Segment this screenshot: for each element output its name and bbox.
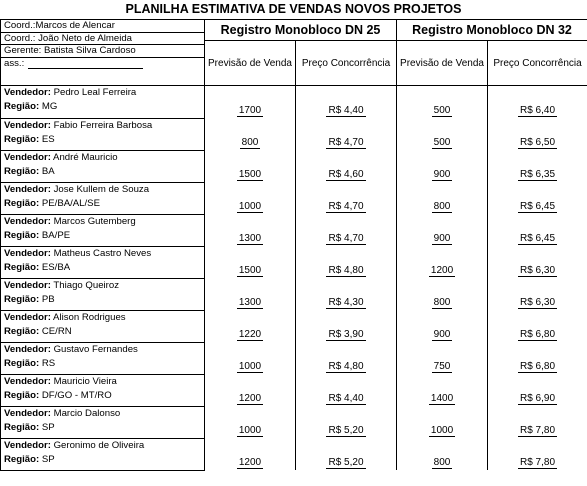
preco-dn25-value: R$ 5,20 bbox=[328, 425, 364, 436]
previsao-dn32-value: 500 bbox=[433, 137, 451, 148]
seller-cell bbox=[1, 278, 205, 310]
coordinators-cell bbox=[1, 20, 205, 86]
table-row bbox=[1, 182, 587, 214]
vendedor-name: Pedro Leal Ferreira bbox=[50, 87, 137, 98]
previsao-dn25 bbox=[205, 118, 296, 150]
seller-cell bbox=[1, 374, 205, 406]
table-row bbox=[1, 374, 587, 406]
previsao-dn25-value: 1500 bbox=[238, 169, 262, 180]
regiao-label: Região: bbox=[4, 165, 40, 177]
regiao-value: ES/BA bbox=[39, 261, 71, 273]
previsao-dn32 bbox=[397, 86, 488, 119]
previsao-dn32-value: 800 bbox=[433, 297, 451, 308]
vendedor-label: Vendedor: bbox=[4, 279, 51, 291]
coord2-text: Coord.: João Neto de Almeida bbox=[1, 33, 204, 46]
preco-dn25 bbox=[296, 182, 397, 214]
seller-cell bbox=[1, 342, 205, 374]
regiao-value: BA bbox=[39, 165, 55, 177]
preco-dn25-value: R$ 4,80 bbox=[328, 265, 364, 276]
preco-dn25-value: R$ 4,70 bbox=[328, 233, 364, 244]
previsao-dn25 bbox=[205, 406, 296, 438]
preco-dn25-value: R$ 4,40 bbox=[328, 393, 364, 404]
preco-dn25 bbox=[296, 150, 397, 182]
seller-cell bbox=[1, 246, 205, 278]
previsao-dn25-value: 1000 bbox=[238, 425, 262, 436]
regiao-label: Região: bbox=[4, 101, 40, 112]
previsao-dn25 bbox=[205, 150, 296, 182]
preco-dn25 bbox=[296, 342, 397, 374]
previsao-dn32 bbox=[397, 310, 488, 342]
previsao-dn32 bbox=[397, 246, 488, 278]
previsao-dn25-value: 1200 bbox=[238, 457, 262, 468]
preco-dn32-value: R$ 6,80 bbox=[520, 329, 556, 340]
vendedor-label: Vendedor: bbox=[4, 375, 51, 387]
previsao-dn25 bbox=[205, 278, 296, 310]
table-row bbox=[1, 342, 587, 374]
ass-label: ass.: bbox=[4, 57, 25, 69]
vendedor-name: Matheus Castro Neves bbox=[50, 247, 152, 259]
preco-dn25-value: R$ 3,90 bbox=[328, 329, 364, 340]
table-row bbox=[1, 406, 587, 438]
signature-line bbox=[1, 58, 204, 70]
preco-dn32-value: R$ 6,90 bbox=[520, 393, 556, 404]
vendedor-label: Vendedor: bbox=[4, 407, 51, 419]
preco-dn25-value: R$ 4,70 bbox=[328, 137, 364, 148]
previsao-dn32-value: 800 bbox=[433, 457, 451, 468]
vendedor-name: André Mauricio bbox=[50, 151, 118, 163]
regiao-label: Região: bbox=[4, 453, 40, 465]
regiao-value: CE/RN bbox=[39, 325, 72, 337]
regiao-value: ES bbox=[39, 133, 55, 145]
vendedor-label: Vendedor: bbox=[4, 343, 51, 355]
seller-cell bbox=[1, 182, 205, 214]
preco-dn25 bbox=[296, 374, 397, 406]
previsao-dn32-value: 500 bbox=[433, 105, 451, 116]
table-row bbox=[1, 278, 587, 310]
previsao-dn32-value: 750 bbox=[433, 361, 451, 372]
vendedor-label: Vendedor: bbox=[4, 119, 51, 131]
previsao-dn32 bbox=[397, 118, 488, 150]
preco-dn32-value: R$ 6,40 bbox=[520, 105, 556, 116]
table-row bbox=[1, 310, 587, 342]
seller-cell bbox=[1, 86, 205, 119]
sales-table bbox=[0, 19, 587, 471]
preco-dn32 bbox=[488, 278, 587, 310]
preco-dn32-value: R$ 6,35 bbox=[520, 169, 556, 180]
preco-dn25 bbox=[296, 310, 397, 342]
preco-dn32 bbox=[488, 214, 587, 246]
previsao-dn32-value: 900 bbox=[433, 329, 451, 340]
vendedor-label: Vendedor: bbox=[4, 151, 51, 163]
preco-dn32-value: R$ 6,30 bbox=[520, 297, 556, 308]
vendedor-label: Vendedor: bbox=[4, 87, 51, 98]
group-header-dn32: Registro Monobloco DN 32 bbox=[397, 20, 587, 41]
regiao-label: Região: bbox=[4, 357, 40, 369]
previsao-dn25-value: 1000 bbox=[238, 201, 262, 212]
previsao-dn32 bbox=[397, 342, 488, 374]
table-row bbox=[1, 438, 587, 470]
previsao-dn32 bbox=[397, 214, 488, 246]
vendedor-label: Vendedor: bbox=[4, 183, 51, 195]
preco-dn32-value: R$ 6,45 bbox=[520, 233, 556, 244]
vendedor-label: Vendedor: bbox=[4, 247, 51, 259]
previsao-dn32 bbox=[397, 406, 488, 438]
preco-dn25 bbox=[296, 214, 397, 246]
preco-dn32-value: R$ 7,80 bbox=[520, 457, 556, 468]
preco-dn25 bbox=[296, 278, 397, 310]
previsao-dn32 bbox=[397, 278, 488, 310]
preco-dn25-value: R$ 4,40 bbox=[328, 105, 364, 116]
vendedor-name: Geronimo de Oliveira bbox=[50, 439, 145, 451]
preco-dn32 bbox=[488, 374, 587, 406]
preco-dn25 bbox=[296, 246, 397, 278]
previsao-dn32 bbox=[397, 438, 488, 470]
regiao-value: PE/BA/AL/SE bbox=[39, 197, 100, 209]
previsao-dn25 bbox=[205, 438, 296, 470]
preco-dn32 bbox=[488, 342, 587, 374]
preco-dn32-value: R$ 6,45 bbox=[520, 201, 556, 212]
preco-dn25 bbox=[296, 86, 397, 119]
previsao-dn25-value: 1220 bbox=[238, 329, 262, 340]
previsao-dn32-value: 900 bbox=[433, 169, 451, 180]
coord1-text: Coord.:Marcos de Alencar bbox=[1, 20, 204, 33]
vendedor-name: Jose Kullem de Souza bbox=[50, 183, 150, 195]
regiao-value: RS bbox=[39, 357, 56, 369]
gerente-text: Gerente: Batista Silva Cardoso bbox=[1, 45, 204, 58]
seller-cell bbox=[1, 438, 205, 470]
previsao-dn32-value: 800 bbox=[433, 201, 451, 212]
previsao-dn32-value: 900 bbox=[433, 233, 451, 244]
vendedor-label: Vendedor: bbox=[4, 311, 51, 323]
regiao-label: Região: bbox=[4, 325, 40, 337]
previsao-dn25 bbox=[205, 214, 296, 246]
regiao-value: MG bbox=[39, 101, 58, 112]
regiao-label: Região: bbox=[4, 293, 40, 305]
regiao-label: Região: bbox=[4, 229, 40, 241]
vendedor-name: Marcos Gutemberg bbox=[50, 215, 136, 227]
vendedor-name: Thiago Queiroz bbox=[50, 279, 120, 291]
preco-dn32 bbox=[488, 438, 587, 470]
preco-dn25-value: R$ 4,80 bbox=[328, 361, 364, 372]
vendedor-name: Alison Rodrigues bbox=[50, 311, 126, 323]
previsao-dn32 bbox=[397, 182, 488, 214]
regiao-label: Região: bbox=[4, 421, 40, 433]
preco-dn32 bbox=[488, 150, 587, 182]
previsao-dn25 bbox=[205, 310, 296, 342]
previsao-dn25-value: 800 bbox=[241, 137, 259, 148]
previsao-dn25-value: 1200 bbox=[238, 393, 262, 404]
regiao-value: DF/GO - MT/RO bbox=[39, 389, 112, 401]
previsao-dn32 bbox=[397, 150, 488, 182]
previsao-dn32 bbox=[397, 374, 488, 406]
previsao-dn25-value: 1500 bbox=[238, 265, 262, 276]
preco-dn32-value: R$ 7,80 bbox=[520, 425, 556, 436]
table-row bbox=[1, 118, 587, 150]
regiao-label: Região: bbox=[4, 133, 40, 145]
previsao-dn25 bbox=[205, 342, 296, 374]
previsao-dn25-value: 1300 bbox=[238, 233, 262, 244]
vendedor-label: Vendedor: bbox=[4, 215, 51, 227]
preco-dn32-value: R$ 6,80 bbox=[520, 361, 556, 372]
preco-dn32 bbox=[488, 182, 587, 214]
vendedor-name: Mauricio Vieira bbox=[50, 375, 117, 387]
col-preco-dn32: Preço Concorrência bbox=[488, 41, 587, 86]
preco-dn25-value: R$ 4,60 bbox=[328, 169, 364, 180]
previsao-dn25-value: 1000 bbox=[238, 361, 262, 372]
previsao-dn25 bbox=[205, 86, 296, 119]
table-row bbox=[1, 214, 587, 246]
regiao-label: Região: bbox=[4, 197, 40, 209]
preco-dn25-value: R$ 4,70 bbox=[328, 201, 364, 212]
table-row bbox=[1, 150, 587, 182]
seller-cell bbox=[1, 310, 205, 342]
vendedor-label: Vendedor: bbox=[4, 439, 51, 451]
previsao-dn25-value: 1300 bbox=[238, 297, 262, 308]
regiao-value: BA/PE bbox=[39, 229, 71, 241]
col-previsao-dn32: Previsão de Venda bbox=[397, 41, 488, 86]
preco-dn32-value: R$ 6,50 bbox=[520, 137, 556, 148]
regiao-value: SP bbox=[39, 421, 55, 433]
group-header-dn25: Registro Monobloco DN 25 bbox=[205, 20, 397, 41]
preco-dn32 bbox=[488, 406, 587, 438]
col-previsao-dn25: Previsão de Venda bbox=[205, 41, 296, 86]
preco-dn25 bbox=[296, 406, 397, 438]
previsao-dn25 bbox=[205, 246, 296, 278]
regiao-value: SP bbox=[39, 453, 55, 465]
preco-dn25-value: R$ 5,20 bbox=[328, 457, 364, 468]
vendedor-name: Gustavo Fernandes bbox=[50, 343, 138, 355]
preco-dn32 bbox=[488, 118, 587, 150]
previsao-dn32-value: 1000 bbox=[430, 425, 454, 436]
preco-dn25 bbox=[296, 438, 397, 470]
seller-cell bbox=[1, 214, 205, 246]
col-preco-dn25: Preço Concorrência bbox=[296, 41, 397, 86]
vendedor-name: Marcio Dalonso bbox=[50, 407, 121, 419]
header-row-group bbox=[1, 20, 587, 41]
seller-cell bbox=[1, 406, 205, 438]
previsao-dn32-value: 1400 bbox=[430, 393, 454, 404]
preco-dn25-value: R$ 4,30 bbox=[328, 297, 364, 308]
preco-dn32 bbox=[488, 86, 587, 119]
preco-dn25 bbox=[296, 118, 397, 150]
regiao-label: Região: bbox=[4, 261, 40, 273]
sheet-title: PLANILHA ESTIMATIVA DE VENDAS NOVOS PROJETOS bbox=[0, 0, 587, 20]
seller-cell bbox=[1, 118, 205, 150]
previsao-dn25 bbox=[205, 374, 296, 406]
regiao-label: Região: bbox=[4, 389, 40, 401]
preco-dn32 bbox=[488, 246, 587, 278]
table-row bbox=[1, 246, 587, 278]
regiao-value: PB bbox=[39, 293, 55, 305]
seller-cell bbox=[1, 150, 205, 182]
previsao-dn32-value: 1200 bbox=[430, 265, 454, 276]
preco-dn32-value: R$ 6,30 bbox=[520, 265, 556, 276]
vendedor-name: Fabio Ferreira Barbosa bbox=[50, 119, 153, 131]
preco-dn32 bbox=[488, 310, 587, 342]
previsao-dn25 bbox=[205, 182, 296, 214]
table-row bbox=[1, 86, 587, 119]
previsao-dn25-value: 1700 bbox=[238, 105, 262, 116]
